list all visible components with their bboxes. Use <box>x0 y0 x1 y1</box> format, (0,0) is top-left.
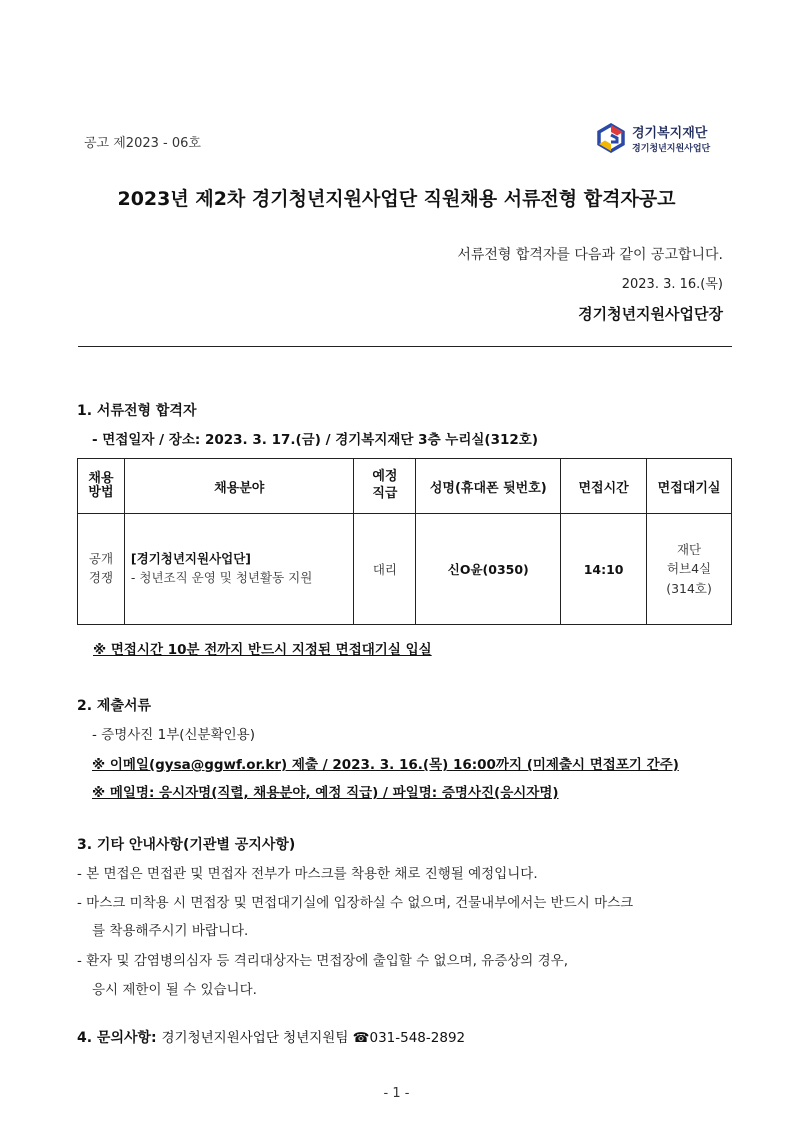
cell-rank: 대리 <box>354 514 416 625</box>
field-description: - 청년조직 운영 및 청년활동 지원 <box>130 570 313 585</box>
cell-room: 재단 허브4실 (314호) <box>647 514 732 625</box>
notice-line-2-cont: 를 착용해주시기 바랍니다. <box>92 923 249 939</box>
section1-heading: 1. 서류전형 합격자 <box>77 403 197 419</box>
cell-field <box>124 514 354 625</box>
section4 <box>77 1026 465 1047</box>
field-title: [경기청년지원사업단] <box>130 551 252 567</box>
notice-line-2: - 마스크 미착용 시 면접장 및 면접대기실에 입장하실 수 없으며, 건물내부에서는 반드시 마스크 <box>77 895 634 911</box>
documents-item-photo: - 증명사진 1부(신분확인용) <box>92 727 255 743</box>
notice-date: 2023. 3. 16.(목) <box>621 277 723 292</box>
notice-number: 공고 제2023 - 06호 <box>84 136 201 151</box>
results-table <box>77 458 732 625</box>
interview-info: - 면접일자 / 장소: 2023. 3. 17.(금) / 경기복지재단 3층 누리실(312호) <box>92 432 538 448</box>
interview-warning: ※ 면접시간 10분 전까지 반드시 지정된 면접대기실 입실 <box>93 642 432 658</box>
logo-subtitle: 경기청년지원사업단 <box>632 144 711 154</box>
page-number: - 1 - <box>383 1086 410 1101</box>
logo-name: 경기복지재단 <box>632 126 708 141</box>
cell-time: 14:10 <box>561 514 647 625</box>
table-header-row <box>78 459 732 514</box>
table-row <box>78 514 732 625</box>
section2-heading: 2. 제출서류 <box>77 698 152 714</box>
notice-line-1: - 본 면접은 면접관 및 면접자 전부가 마스크를 착용한 채로 진행될 예정입니다. <box>77 866 538 882</box>
header-field: 채용분야 <box>124 459 354 514</box>
documents-filename-note: ※ 메일명: 응시자명(직렬, 채용분야, 예정 직급) / 파일명: 증명사진(응시자명) <box>92 785 559 801</box>
documents-email-note: ※ 이메일(gysa@ggwf.or.kr) 제출 / 2023. 3. 16.(목) 16:00까지 (미제출시 면접포기 간주) <box>92 757 679 773</box>
notice-line-3-cont: 응시 제한이 될 수 있습니다. <box>92 982 257 998</box>
intro-text: 서류전형 합격자를 다음과 같이 공고합니다. <box>457 247 723 263</box>
foundation-logo-icon <box>596 123 626 153</box>
section4-heading: 4. 문의사항: <box>77 1030 157 1046</box>
cell-method: 공개 경쟁 <box>78 514 125 625</box>
issuer: 경기청년지원사업단장 <box>578 305 723 323</box>
header-name: 성명(휴대폰 뒷번호) <box>416 459 561 514</box>
divider <box>78 346 732 347</box>
header-time: 면접시간 <box>561 459 647 514</box>
cell-name: 신O윤(0350) <box>416 514 561 625</box>
contact-info: 경기청년지원사업단 청년지원팀 ☎031-548-2892 <box>161 1030 466 1046</box>
header-rank: 예정 직급 <box>354 459 416 514</box>
header-method: 채용 방법 <box>78 459 125 514</box>
header-room: 면접대기실 <box>647 459 732 514</box>
page-title: 2023년 제2차 경기청년지원사업단 직원채용 서류전형 합격자공고 <box>117 188 676 210</box>
notice-line-3: - 환자 및 감염병의심자 등 격리대상자는 면접장에 출입할 수 없으며, 유증상의 경우, <box>77 953 569 969</box>
section3-heading: 3. 기타 안내사항(기관별 공지사항) <box>77 837 296 853</box>
logo <box>596 121 736 157</box>
